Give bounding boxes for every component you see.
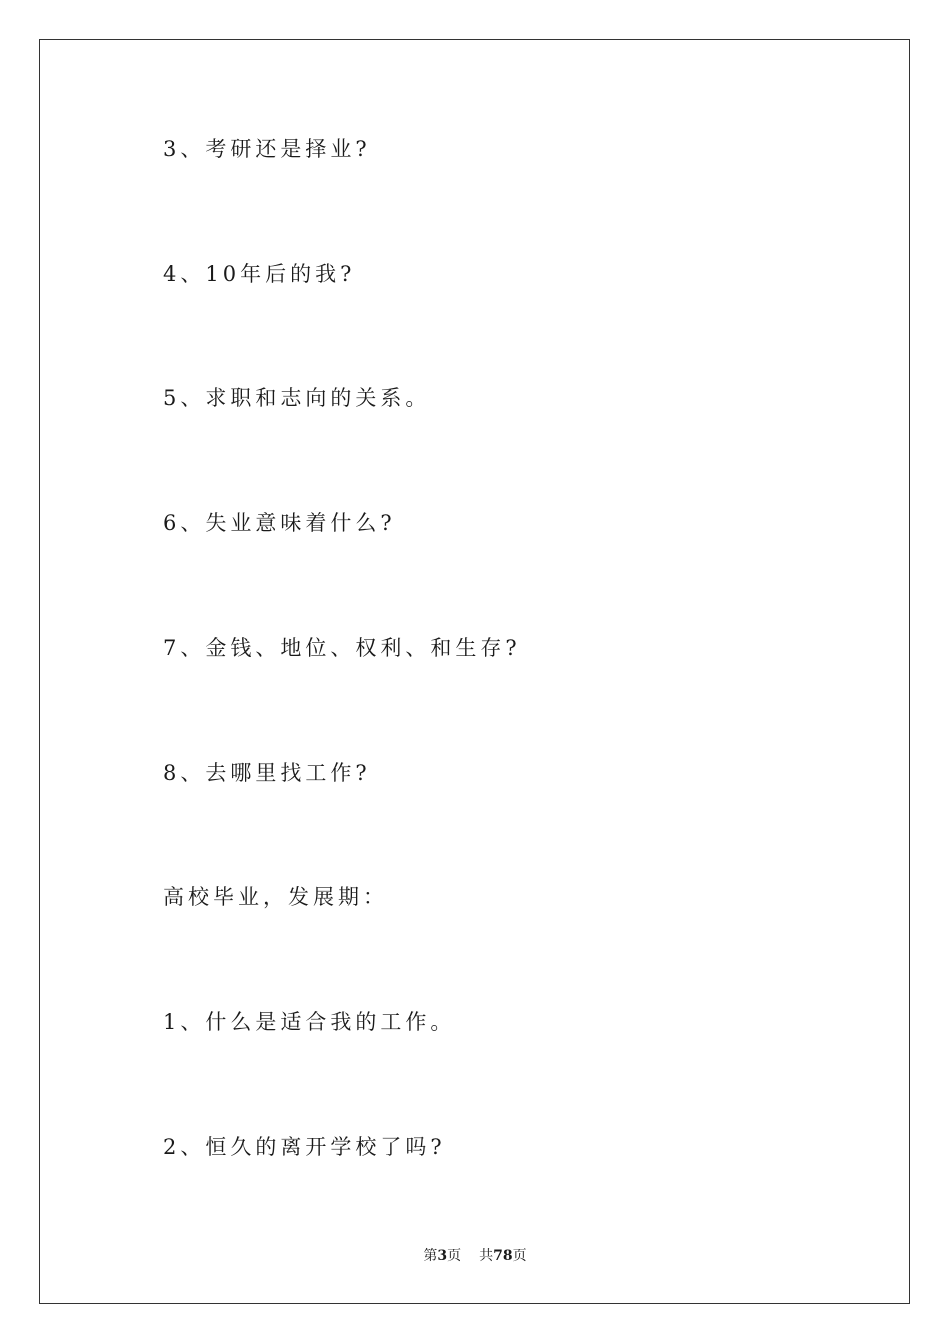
text-line: 3、考研还是择业?	[163, 137, 371, 161]
text-line: 7、金钱、地位、权利、和生存?	[163, 636, 521, 660]
text-line: 6、失业意味着什么?	[163, 511, 396, 535]
page-footer	[0, 1247, 950, 1265]
section-heading: 高校毕业，发展期：	[163, 885, 388, 909]
text-line: 1、什么是适合我的工作。	[163, 1010, 456, 1034]
total-pages: 78	[493, 1248, 513, 1264]
total-prefix: 共	[479, 1248, 494, 1264]
page-prefix: 第	[423, 1248, 438, 1264]
total-suffix: 页	[512, 1248, 527, 1264]
text-line: 8、去哪里找工作?	[163, 761, 371, 785]
text-line: 2、恒久的离开学校了吗?	[163, 1135, 446, 1159]
text-line: 4、10年后的我?	[163, 262, 356, 286]
page-border	[39, 39, 910, 1304]
page-number: 3	[437, 1248, 448, 1264]
text-line: 5、求职和志向的关系。	[163, 386, 431, 410]
page-suffix: 页	[447, 1248, 462, 1264]
